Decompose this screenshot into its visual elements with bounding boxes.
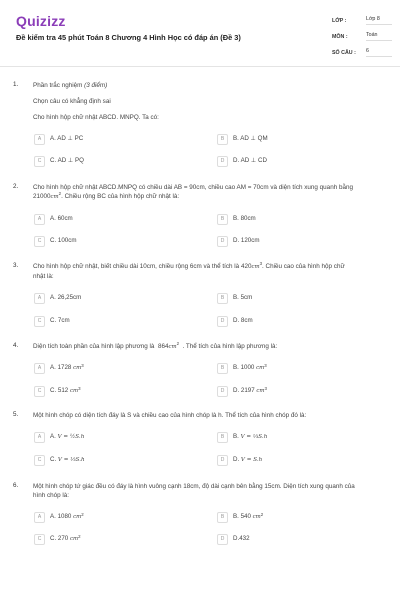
q4-line1-start: Diện tích toàn phần của hình lập phương là [33,343,155,350]
option-letter-box: D [217,534,228,545]
option-unit: cm [69,536,79,542]
option-letter-box: A [34,214,45,225]
option-letter-box: D [217,156,228,167]
q3-line1-rest: . Chiều cao của hình hộp chữ [262,263,345,270]
meta-class-label: LỚP : [332,18,347,24]
q4-line1-rest: . Thể tích của hình lập phương là: [182,343,278,350]
option-unit: cm [252,514,261,520]
option-unit: cm [73,365,82,371]
option-text [233,456,262,463]
option-exp: 3 [264,386,267,391]
option-text: B. 5cm [233,294,253,301]
option-letter-box: B [217,214,228,225]
option-letter-box: D [217,236,228,247]
option-text [233,364,267,371]
option-unit: cm [256,388,265,394]
option-value: B. 540 [233,513,251,520]
question-number: 3. [13,262,19,269]
q4-area-value: 864 [157,343,169,350]
q3-line2: nhật là: [33,273,54,280]
option-value: C. 512 [50,387,69,394]
option-letter-box: A [34,134,45,145]
q3-line1-start: Cho hình hộp chữ nhật, biết chiều dài 10cm, chiều rộng 6cm và thể tích là 420 [33,263,252,270]
option-value: D. 2197 [233,387,255,394]
q3-volume-exp: 3 [259,261,263,266]
option-letter-box: C [34,316,45,327]
q4-line1 [33,342,386,352]
option-exp: 3 [81,363,84,368]
q2-line1: Cho hình hộp chữ nhật ABCD.MNPQ có chiều dài AB = 90cm, chiều cao AM = 70cm và diện tích xung quanh bằng [33,184,353,191]
option-text [233,387,267,394]
meta-subject-row [332,30,392,46]
option-letter-box: B [217,293,228,304]
option-text: B. AD ⊥ QM [233,135,268,142]
q6-line1: Một hình chóp tứ giác đều có đáy là hình vuông cạnh 18cm, độ dài cạnh bên bằng 15cm. Diện tích xung quanh của [33,483,355,490]
option-text: A. AD ⊥ PC [50,135,84,142]
option-letter-box: C [34,236,45,247]
option-text: D.432 [233,535,250,542]
option-text: C. AD ⊥ PQ [50,157,84,164]
worksheet-meta [332,14,392,62]
quizizz-logo[interactable]: Quizizz [16,13,66,29]
option-text: D. 120cm [233,237,260,244]
q4-area-unit: cm [168,344,177,350]
option-label: A. [50,433,56,440]
q1-line2: Chọn câu có khẳng định sai [33,98,111,105]
worksheet-header [0,0,400,66]
option-text: D. 8cm [233,317,253,324]
option-letter-box: D [217,386,228,397]
question-text [33,342,386,352]
q6-line2: hình chóp là: [33,492,70,499]
q3-line1 [33,262,386,272]
option-label: B. [233,433,239,440]
q1-title-note: (3 điểm) [84,82,108,89]
option-letter-box: B [217,512,228,523]
meta-count-row [332,46,392,62]
q4-area-exp: 2 [176,341,180,346]
meta-count-value: 6 [366,48,392,57]
option-value: A. 1728 [50,364,72,371]
option-text [50,364,84,371]
question-number: 2. [13,183,19,190]
question-text [33,183,386,202]
option-text [50,387,81,394]
option-formula: V = ⅓S.h [240,434,268,440]
option-text [50,456,85,463]
option-letter-box: D [217,316,228,327]
meta-subject-value: Toán [366,32,392,41]
option-text [233,433,267,440]
option-letter-box: C [34,386,45,397]
option-unit: cm [69,388,79,394]
q1-line3: Cho hình hộp chữ nhật ABCD. MNPQ. Ta có: [33,114,159,121]
q2-line2-rest: . Chiều rộng BC của hình hộp chữ nhật là: [61,193,180,200]
question-number: 4. [13,342,19,349]
option-text [50,535,81,542]
option-exp: 3 [78,386,81,391]
worksheet-title: Đề kiểm tra 45 phút Toán 8 Chương 4 Hình Học có đáp án (Đề 3) [16,33,241,42]
option-label: C. [50,456,57,463]
question-text [33,482,386,500]
option-letter-box: B [217,363,228,374]
q1-title: Phần trắc nghiệm [33,82,83,89]
option-formula: V = ⅓S.h [57,457,85,463]
option-letter-box: A [34,293,45,304]
option-unit: cm [73,514,82,520]
question-text: Một hình chóp có diện tích đáy là S và chiều cao của hình chóp là h. Thể tích của hình chóp đó là: [33,412,307,419]
option-formula: V = S.h [240,457,263,463]
question-number: 5. [13,411,19,418]
option-text [50,433,84,440]
option-label: D. [233,456,240,463]
meta-class-row [332,14,392,30]
option-letter-box: C [34,534,45,545]
q2-line2 [33,192,386,202]
q2-area-unit: cm [50,194,59,200]
option-letter-box: A [34,512,45,523]
option-value: C. 270 [50,535,69,542]
q2-area-exp: 2 [58,191,62,196]
option-text: B. 80cm [233,215,256,222]
question-text [33,81,386,122]
question-number: 6. [13,482,19,489]
option-letter-box: C [34,455,45,466]
option-formula: V = ½S.h [57,434,85,440]
option-value: B. 1000 [233,364,255,371]
meta-subject-label: MÔN : [332,34,348,40]
option-exp: 2 [81,512,84,517]
option-letter-box: B [217,432,228,443]
q3-volume-unit: cm [251,264,260,270]
option-letter-box: D [217,455,228,466]
meta-count-label: SỐ CÂU : [332,50,356,56]
option-text: D. AD ⊥ CD [233,157,267,164]
question-text [33,262,386,281]
option-letter-box: B [217,134,228,145]
option-text: A. 60cm [50,215,73,222]
option-letter-box: A [34,363,45,374]
option-text: C. 7cm [50,317,70,324]
meta-class-value: Lớp 8 [366,16,392,25]
option-value: A. 1080 [50,513,72,520]
option-letter-box: A [34,432,45,443]
option-text: A. 26,25cm [50,294,82,301]
option-exp: 3 [264,363,267,368]
header-divider [0,66,400,67]
option-text: C. 100cm [50,237,77,244]
option-unit: cm [256,365,265,371]
q2-area-value: 21000 [33,193,51,200]
option-exp: 2 [260,512,264,517]
option-text [233,513,263,520]
question-number: 1. [13,81,19,88]
option-text [50,513,84,520]
option-exp: 2 [78,534,81,539]
option-letter-box: C [34,156,45,167]
